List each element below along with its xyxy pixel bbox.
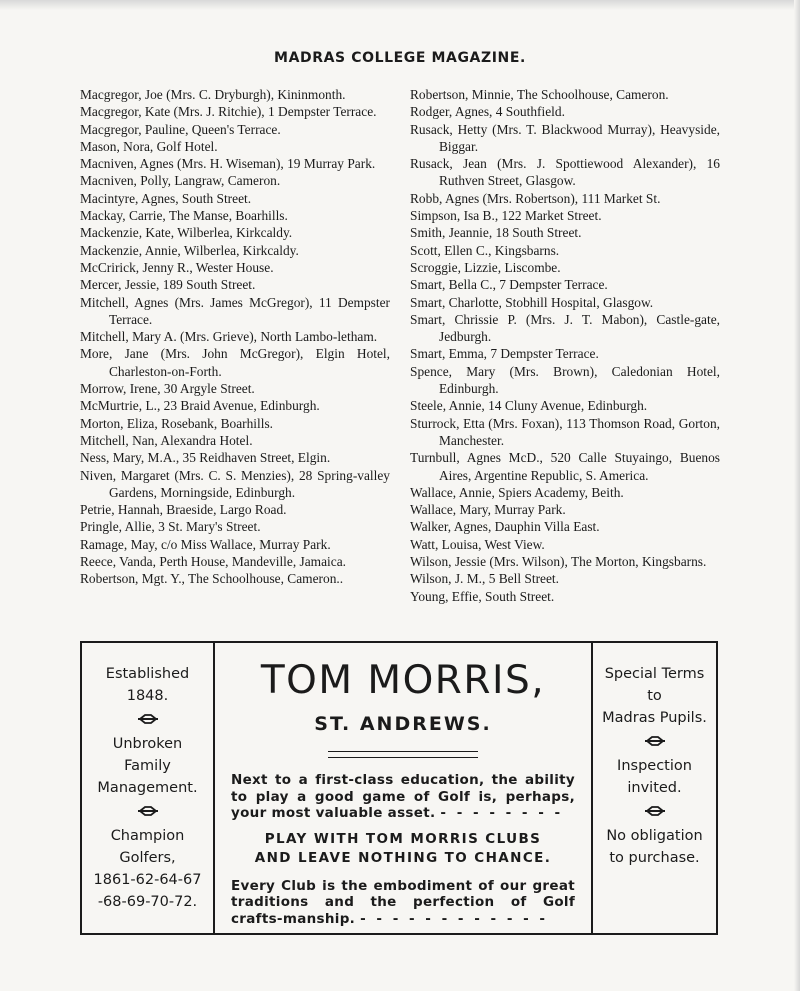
slogan [215,830,591,868]
management-text: Management. [97,780,198,796]
name-entry: McCririck, Jenny R., Wester House. [80,259,274,275]
name-entry: Wilson, Jessie (Mrs. Wilson), The Morton, Kingsbarns. [410,554,707,570]
name-entry: Scroggie, Lizzie, Liscombe. [410,259,561,275]
name-entry: Steele, Annie, 14 Cluny Avenue, Edinburgh. [410,398,648,414]
brand-location: ST. ANDREWS. [314,713,492,735]
left-column [80,86,390,588]
page-title: MADRAS COLLEGE MAGAZINE. [274,50,526,66]
name-entry: Macniven, Agnes (Mrs. H. Wiseman), 19 Murray Park. [80,156,376,172]
unbroken-text: Unbroken [112,736,183,752]
name-entry: Macgregor, Kate (Mrs. J. Ritchie), 1 Dempster Terrace. [80,104,377,120]
name-entry: Mitchell, Mary A. (Mrs. Grieve), North Lambo-letham. [80,329,378,345]
to-purchase-text: to purchase. [609,850,700,866]
advert-center-panel [215,643,591,933]
slogan-line-1: PLAY WITH TOM MORRIS CLUBS [264,830,542,847]
name-entry: Ness, Mary, M.A., 35 Reidhaven Street, Elgin. [80,450,331,466]
name-entry: Pringle, Allie, 3 St. Mary's Street. [80,519,261,535]
special-terms-text: Special Terms [604,666,705,682]
name-entry: Wallace, Annie, Spiers Academy, Beith. [410,484,624,500]
name-entry: Mason, Nora, Golf Hotel. [80,138,218,154]
name-entry: Mitchell, Agnes (Mrs. James McGregor), 11 Dempster Terrace. [80,294,390,327]
ornament-icon [645,735,665,747]
name-entry: Macgregor, Pauline, Queen's Terrace. [80,121,281,137]
madras-pupils-text: Madras Pupils. [602,710,707,726]
brand-name: TOM MORRIS, [260,658,546,703]
name-entry: Macintyre, Agnes, South Street. [80,190,252,206]
to-text: to [647,688,662,704]
name-entry: Simpson, Isa B., 122 Market Street. [410,208,602,224]
name-entry: Robb, Agnes (Mrs. Robertson), 111 Market St. [410,190,661,206]
established-label: Established [105,666,190,682]
closing-paragraph [215,878,591,928]
name-entry: Niven, Margaret (Mrs. C. S. Menzies), 28 Spring-valley Gardens, Morningside, Edinburgh. [80,467,390,500]
name-entry: Smart, Charlotte, Stobhill Hospital, Glasgow. [410,294,654,310]
closing-text: Every Club is the embodiment of our great traditions and the perfection of Golf crafts-manship. [231,877,575,927]
name-entry: Macgregor, Joe (Mrs. C. Dryburgh), Kininmonth. [80,87,346,102]
name-entry: Mitchell, Nan, Alexandra Hotel. [80,432,253,448]
name-entry: Smart, Emma, 7 Dempster Terrace. [410,346,599,362]
name-entry: More, Jane (Mrs. John McGregor), Elgin Hotel, Charleston-on-Forth. [80,346,390,379]
name-entry: Walker, Agnes, Dauphin Villa East. [410,519,600,535]
intro-dashes: - - - - - - - - [440,805,564,821]
name-entry: Spence, Mary (Mrs. Brown), Caledonian Hotel, Edinburgh. [410,363,720,397]
name-entry: Petrie, Hannah, Braeside, Largo Road. [80,502,287,518]
name-entry: Mackay, Carrie, The Manse, Boarhills. [80,208,288,224]
name-entry: Smith, Jeannie, 18 South Street. [410,225,582,241]
golfers-text: Golfers, [119,850,176,866]
name-entry: Mercer, Jessie, 189 South Street. [80,277,256,293]
closing-dashes: - - - - - - - - - - - - [360,910,549,927]
years-text-2: -68-69-70-72. [97,894,198,910]
name-entry: Rusack, Jean (Mrs. J. Spottiewood Alexander), 16 Ruthven Street, Glasgow. [410,156,720,189]
name-entry: Morton, Eliza, Rosebank, Boarhills. [80,415,274,431]
page-edge-shadow [794,0,800,991]
name-entry: Macniven, Polly, Langraw, Cameron. [80,173,281,189]
name-entry: Robertson, Minnie, The Schoolhouse, Cameron. [410,87,669,102]
intro-paragraph [215,772,591,822]
name-entry: Smart, Chrissie P. (Mrs. J. T. Mabon), Castle-gate, Jedburgh. [410,311,720,345]
page-edge [0,0,800,10]
name-entry: Ramage, May, c/o Miss Wallace, Murray Park. [80,536,331,552]
name-entry: Wallace, Mary, Murray Park. [410,502,566,518]
name-entry: Scott, Ellen C., Kingsbarns. [410,242,560,258]
no-obligation-text: No obligation [606,828,703,844]
right-column [410,86,720,605]
ornament-icon [645,805,665,817]
tom-morris-advert [80,641,718,935]
name-entry: Rodger, Agnes, 4 Southfield. [410,104,565,120]
name-entry: Rusack, Hetty (Mrs. T. Blackwood Murray), Heavyside, Biggar. [410,121,720,154]
name-entry: Sturrock, Etta (Mrs. Foxan), 113 Thomson Road, Gorton, Manchester. [410,415,720,448]
years-text-1: 1861-62-64-67 [93,872,202,888]
ornament-icon [138,805,158,817]
name-entry: Mackenzie, Kate, Wilberlea, Kirkcaldy. [80,225,293,241]
name-entry: Reece, Vanda, Perth House, Mandeville, Jamaica. [80,554,346,570]
name-entry: Turnbull, Agnes McD., 520 Calle Stuyaingo, Buenos Aires, Argentine Republic, S. America. [410,450,720,483]
intro-text: Next to a first-class education, the ability to play a good game of Golf is, perhaps, your most valuable asset. [231,772,575,821]
family-text: Family [124,758,171,774]
established-year: 1848. [126,688,169,704]
inspection-text: Inspection [617,758,692,774]
advert-right-panel [591,643,716,933]
name-entry: Robertson, Mgt. Y., The Schoolhouse, Cameron.. [80,571,344,587]
name-entry: Young, Effie, South Street. [410,588,555,604]
slogan-line-2: AND LEAVE NOTHING TO CHANCE. [254,849,552,866]
name-entry: McMurtrie, L., 23 Braid Avenue, Edinburgh. [80,398,320,414]
name-entry: Wilson, J. M., 5 Bell Street. [410,571,559,587]
name-entry: Mackenzie, Annie, Wilberlea, Kirkcaldy. [80,242,299,258]
double-rule-divider [328,751,478,758]
name-entry: Morrow, Irene, 30 Argyle Street. [80,381,255,397]
name-entry: Smart, Bella C., 7 Dempster Terrace. [410,277,608,293]
invited-text: invited. [627,780,682,796]
advert-left-panel [82,643,215,933]
champion-text: Champion [110,828,185,844]
name-entry: Watt, Louisa, West View. [410,536,545,552]
ornament-icon [138,713,158,725]
